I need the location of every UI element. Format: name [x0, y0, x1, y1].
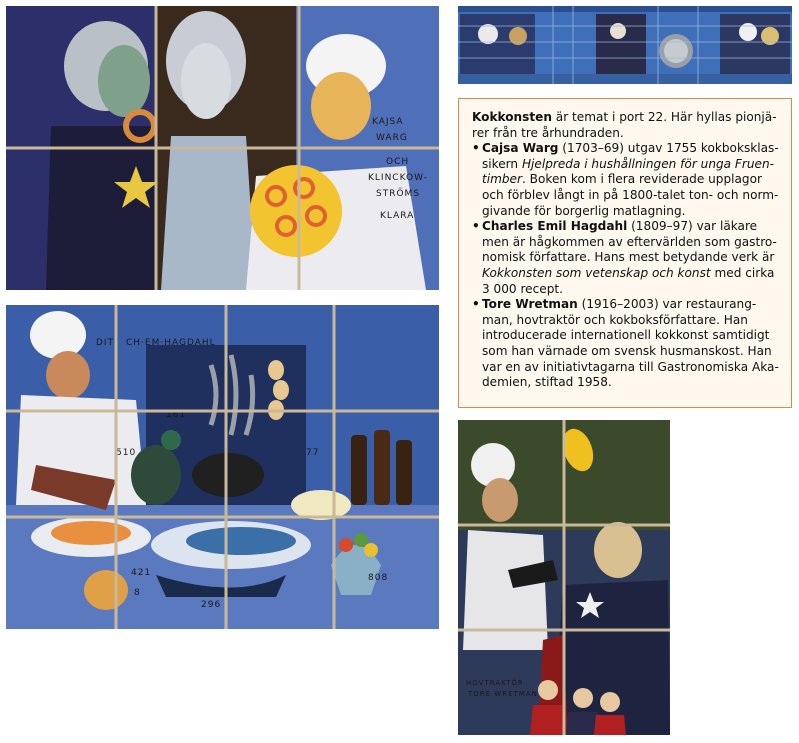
- info-item-cajsa-warg: [472, 141, 781, 219]
- info-intro-text: är temat i port 22. Här hyllas pionjärer från tre århundraden.: [472, 110, 777, 140]
- info-list: [472, 141, 781, 391]
- mural-overview-svg: [458, 6, 792, 84]
- info-item-name: Charles Emil Hagdahl: [482, 219, 628, 234]
- info-item-text: . Boken kom i flera reviderade upplagor och förblev långt in på 1800-talet ton- och normgivande för borgerlig matlagning.: [482, 172, 779, 218]
- info-item-charles-emil-hagdahl: [472, 219, 781, 297]
- mural-c-label-2: CH·EM·HAGDAHL: [126, 338, 216, 348]
- info-item-text: (1703–69) utgav 1755 kokboksklassikern: [482, 141, 779, 171]
- mural-c-num-3: 77: [306, 448, 320, 458]
- mural-d-label-2: TORE WRETMAN: [468, 690, 538, 698]
- info-item-name: Cajsa Warg: [482, 141, 559, 156]
- mural-photo-overview: [458, 6, 792, 84]
- mural-photo-hagdahl: [6, 305, 439, 629]
- mural-tore-wretman-svg: [458, 420, 670, 735]
- info-item-book-title: Hjelpreda i hushållningen för unga Fruentimber: [482, 156, 774, 187]
- mural-cajsa-warg-svg: [6, 6, 439, 290]
- mural-a-label-1: KAJSA: [372, 117, 404, 127]
- mural-c-num-7: 808: [368, 573, 389, 583]
- mural-a-label-2: WARG: [376, 133, 408, 143]
- mural-c-num-5: 8: [134, 588, 141, 598]
- mural-a-label-3: OCH: [386, 157, 410, 167]
- mural-photo-cajsa-warg: [6, 6, 439, 290]
- info-intro-title: Kokkonsten: [472, 110, 552, 124]
- mural-a-label-6: KLARA: [380, 211, 415, 221]
- mural-d-label-1: HOVTRAKTÖR: [466, 679, 524, 687]
- info-item-text: (1916–2003) var restaurangman, hovtraktör och kokboksförfattare. Han introducerade internationell kokkonst samtidigt som han värnade om svensk husmanskost. Han var en av initiativtagarna till Gastronomiska Akademien, stiftad 1958.: [482, 297, 779, 390]
- mural-a-label-4: KLINCKOW-: [368, 173, 428, 183]
- mural-a-label-5: STRÖMS: [376, 189, 421, 199]
- info-item-text: (1809–97) var läkare men är hågkommen av eftervärlden som gastronomisk författare. Hans mest betydande verk är: [482, 219, 777, 265]
- info-intro: [472, 110, 781, 141]
- mural-c-num-2: 161: [166, 410, 187, 420]
- mural-c-num-4: 421: [131, 568, 152, 578]
- mural-photo-tore-wretman: [458, 420, 670, 735]
- info-item-book-title: Kokkonsten som vetenskap och konst: [482, 265, 711, 280]
- info-item-name: Tore Wretman: [482, 297, 578, 312]
- mural-c-num-6: 296: [201, 600, 222, 610]
- info-box: [458, 98, 792, 408]
- mural-hagdahl-svg: [6, 305, 439, 629]
- info-item-text: med cirka 3 000 recept.: [482, 265, 775, 296]
- info-item-tore-wretman: [472, 297, 781, 391]
- mural-c-num-1: 510: [116, 448, 137, 458]
- mural-c-label-1: DIT: [96, 338, 115, 348]
